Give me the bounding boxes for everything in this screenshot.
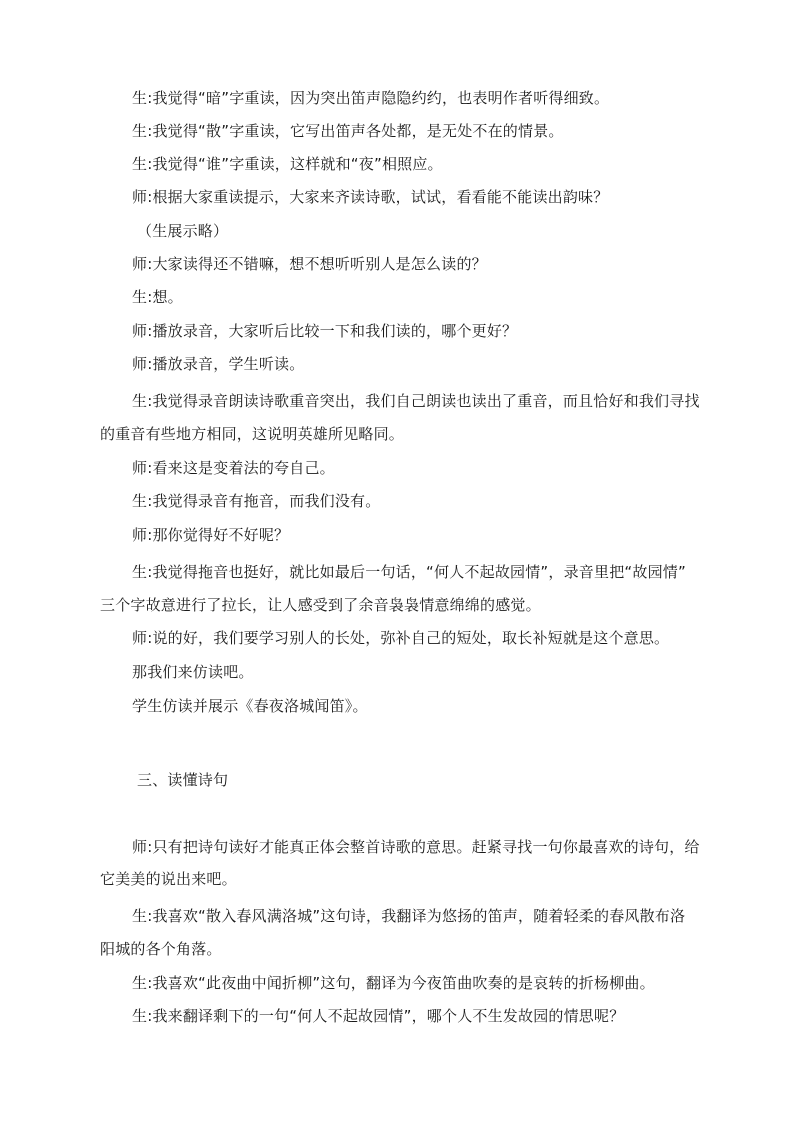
text-line: 的重音有些地方相同，这说明英雄所见略同。 xyxy=(100,425,405,443)
text-line: 生:想。 xyxy=(132,288,183,306)
text-line: 师:根据大家重读提示，大家来齐读诗歌，试试，看看能不能读出韵味？ xyxy=(132,188,609,206)
text-line: 生:我觉得录音有拖音，而我们没有。 xyxy=(132,492,381,510)
text-line: 师:看来这是变着法的夸自己。 xyxy=(132,459,335,477)
text-line: 生:我喜欢“散入春风满洛城”这句诗，我翻译为悠扬的笛声，随着轻柔的春风散布洛 xyxy=(132,907,686,925)
text-line: 三个字故意进行了拉长，让人感受到了余音袅袅情意绵绵的感觉。 xyxy=(100,596,541,614)
section-heading: 三、读懂诗句 xyxy=(137,771,229,789)
text-line: 师:说的好，我们要学习别人的长处，弥补自己的短处，取长补短就是这个意思。 xyxy=(132,629,670,647)
text-line: 它美美的说出来吧。 xyxy=(100,870,237,888)
text-line: 师:播放录音，大家听后比较一下和我们读的，哪个更好？ xyxy=(132,322,518,340)
text-line: 生:我喜欢“此夜曲中闻折柳”这句，翻译为今夜笛曲吹奏的是哀转的折杨柳曲。 xyxy=(132,974,655,992)
text-line: 那我们来仿读吧。 xyxy=(132,663,254,681)
text-line: 生:我觉得拖音也挺好，就比如最后一句话，“何人不起故园情”，录音里把“故园情” xyxy=(132,563,686,581)
text-line: 师:播放录音，学生听读。 xyxy=(132,355,305,373)
text-line: （生展示略） xyxy=(137,222,229,240)
text-line: 生:我来翻译剩下的一句“何人不起故园情”，哪个人不生发故园的情思呢？ xyxy=(132,1007,625,1025)
text-line: 学生仿读并展示《春夜洛城闻笛》。 xyxy=(132,697,368,715)
text-line: 生:我觉得“暗”字重读，因为突出笛声隐隐约约，也表明作者听得细致。 xyxy=(132,89,610,107)
text-line: 生:我觉得“谁”字重读，这样就和“夜”相照应。 xyxy=(132,155,443,173)
text-line: 生:我觉得“散”字重读，它写出笛声各处都，是无处不在的情景。 xyxy=(132,122,564,140)
text-line: 阳城的各个角落。 xyxy=(100,940,222,958)
text-line: 生:我觉得录音朗读诗歌重音突出，我们自己朗读也读出了重音，而且恰好和我们寻找 xyxy=(132,392,700,410)
text-line: 师:只有把诗句读好才能真正体会整首诗歌的意思。赶紧寻找一句你最喜欢的诗句，给 xyxy=(132,838,700,856)
text-line: 师:大家读得还不错嘛，想不想听听别人是怎么读的？ xyxy=(132,255,487,273)
text-line: 师:那你觉得好不好呢？ xyxy=(132,526,290,544)
